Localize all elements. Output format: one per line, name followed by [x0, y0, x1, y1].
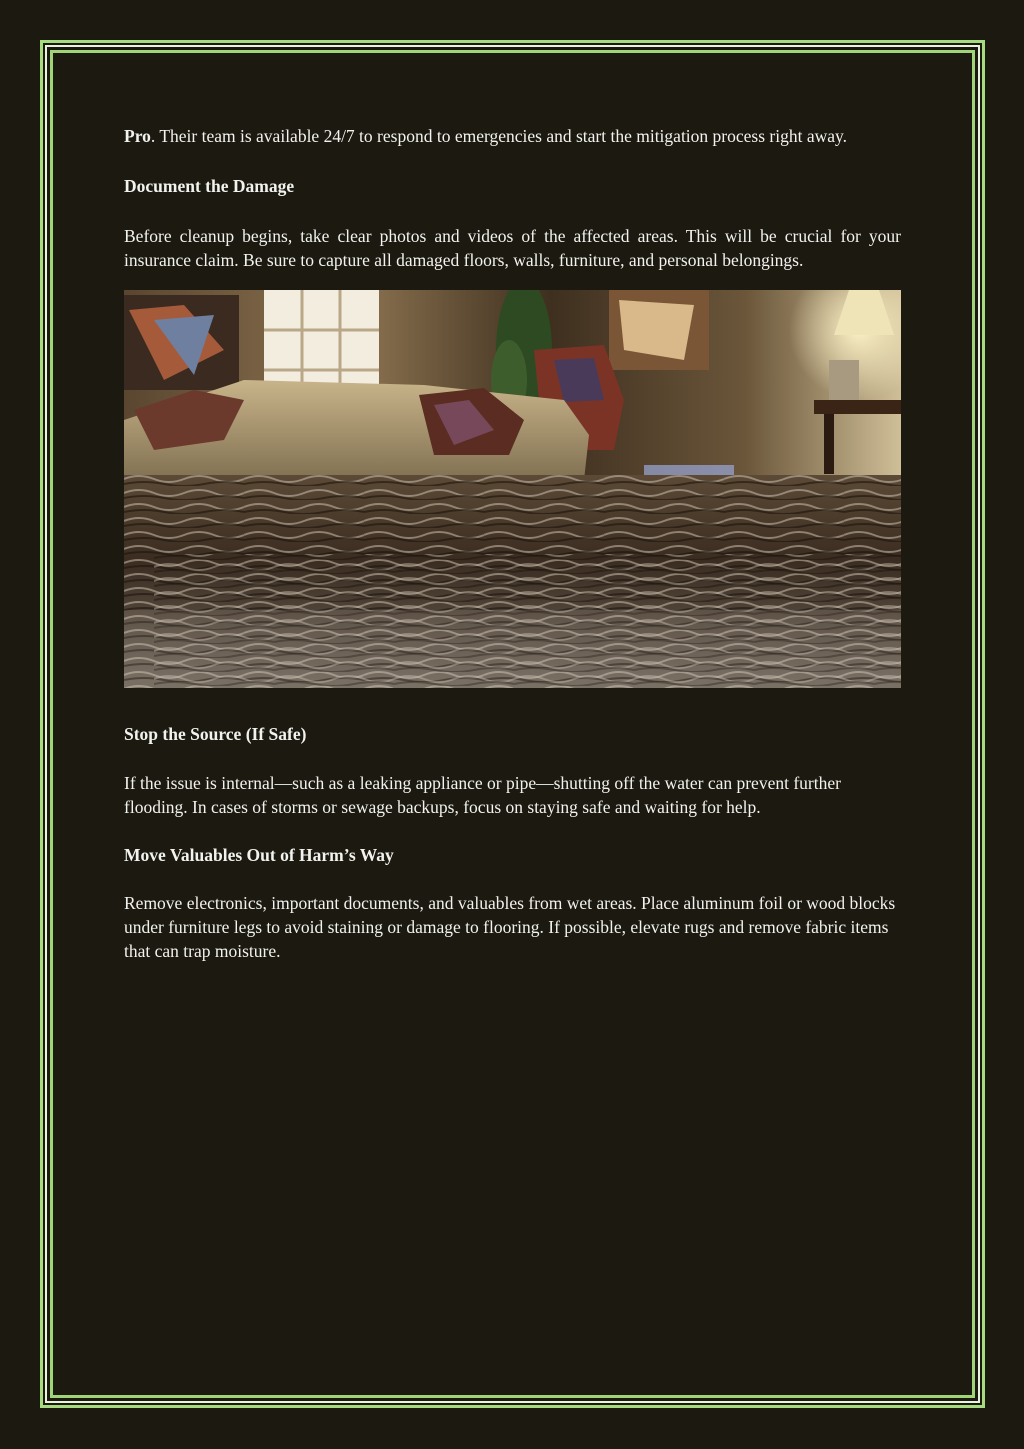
- intro-text: . Their team is available 24/7 to respond to emergencies and start the mitigation process right away.: [150, 126, 847, 146]
- heading-document-damage: Document the Damage: [124, 176, 295, 196]
- heading-move-valuables: Move Valuables Out of Harm’s Way: [124, 845, 394, 865]
- intro-paragraph: [124, 124, 901, 148]
- paragraph-document-damage: Before cleanup begins, take clear photos and videos of the affected areas. This will be crucial for your insurance claim. Be sure to capture all damaged floors, walls, furniture, and personal belongings.: [124, 226, 901, 270]
- heading-stop-source: Stop the Source (If Safe): [124, 724, 307, 744]
- paragraph-stop-source: If the issue is internal—such as a leaking appliance or pipe—shutting off the water can prevent further flooding. In cases of storms or sewage backups, focus on staying safe and waiting for help.: [124, 773, 841, 817]
- page-content: [124, 124, 901, 963]
- intro-bold-lead: Pro: [124, 126, 151, 146]
- paragraph-move-valuables: Remove electronics, important documents, and valuables from wet areas. Place aluminum foil or wood blocks under furniture legs to avoid staining or damage to flooring. If possible, elevate rugs and remove fabric items that can trap moisture.: [124, 893, 896, 961]
- flooded-living-room-photo: [124, 290, 901, 688]
